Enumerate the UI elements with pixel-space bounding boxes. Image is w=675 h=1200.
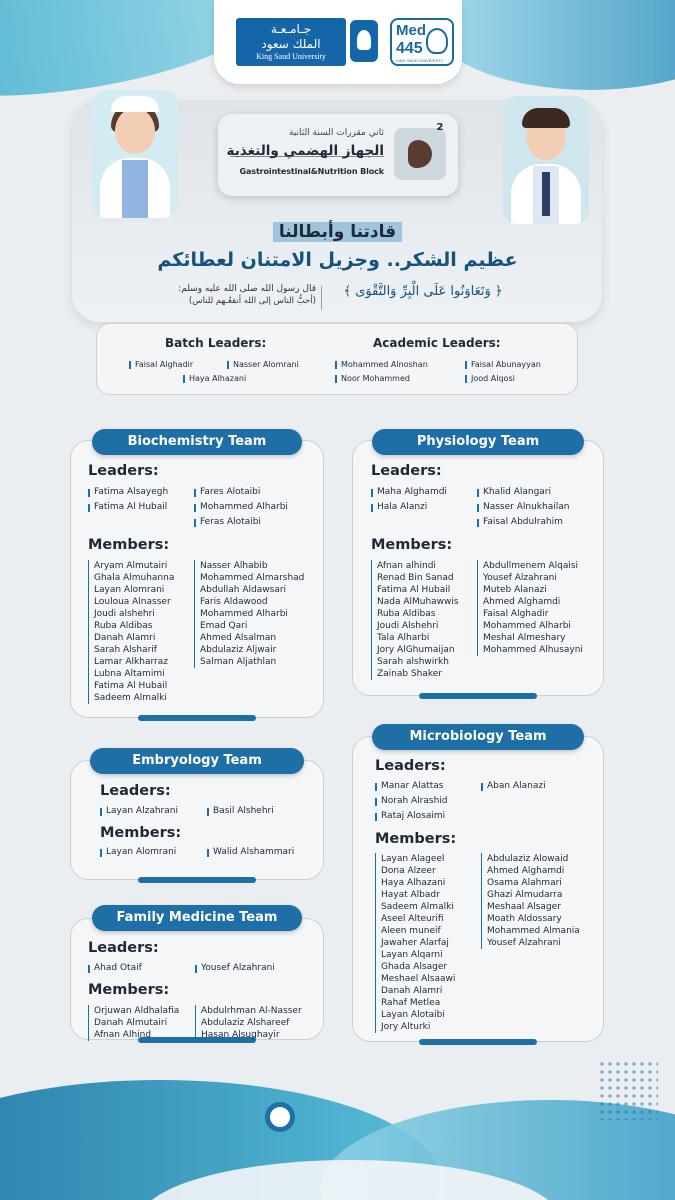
family-medicine-members-heading: Members: [88, 982, 170, 998]
block-card [218, 114, 458, 196]
hero-title-line2: عظيم الشكر.. وجزيل الامتنان لعطائكم [157, 249, 518, 271]
physiology-title: Physiology Team [372, 429, 584, 455]
team-member-name: Mohammed Alharbi [200, 609, 288, 619]
team-member-name: Faisal Abdulrahim [477, 517, 569, 532]
team-member-name: Aryam Almutairi [94, 561, 168, 571]
team-member-name: Danah Almutairi [94, 1018, 168, 1028]
team-member-name: Danah Alamri [381, 986, 443, 996]
physiology-members-heading: Members: [371, 537, 453, 553]
team-member-name: Tala Alharbi [377, 633, 430, 643]
team-member-name: Ahmed Alghamdi [487, 866, 565, 876]
team-member-name: Afnan Alhind [94, 1030, 152, 1040]
academic-leader: Mohammed Alnoshan [335, 360, 428, 369]
team-member-name: Abdulrhman Al-Nasser [201, 1006, 302, 1016]
dots-decoration [598, 1060, 658, 1120]
biochemistry-title: Biochemistry Team [92, 429, 302, 455]
leaders-box [96, 323, 578, 395]
team-member-name: Lamar Alkharraz [94, 657, 168, 667]
block-title-en: Gastrointestinal&Nutrition Block [239, 167, 384, 176]
team-member-name: Layan Alomrani [94, 585, 165, 595]
team-member-name: Ghazi Almudarra [487, 890, 563, 900]
team-member-name: Fatima Al Hubail [88, 502, 168, 517]
physiology-members-col1 [371, 560, 459, 680]
batch-leader: Faisal Alghadir [129, 360, 193, 369]
embryology-leaders-heading: Leaders: [100, 783, 171, 799]
physiology-members-col2 [477, 560, 583, 656]
team-member-name: Ahad Otaif [88, 963, 142, 978]
family-medicine-title: Family Medicine Team [92, 905, 302, 931]
ksu-name-ar-1: جـامـعـة [270, 22, 312, 36]
block-subtitle: ثاني مقررات السنة الثانية [288, 128, 384, 138]
team-member-name: Yousef Alzahrani [487, 938, 561, 948]
team-member-name: Layan Alzahrani [100, 806, 178, 821]
hadith-line2: (أحبُّ الناس إلى الله أنفعُـهم للناس) [188, 296, 316, 306]
microbiology-members-col1 [375, 853, 455, 1033]
team-member-name: Abdulaziz Aljwair [200, 645, 277, 655]
ksu-name-en: King Saud University [256, 52, 326, 61]
microbiology-title: Microbiology Team [372, 724, 584, 750]
team-member-name: Mohammed Almania [487, 926, 580, 936]
hadith-line1: قال رسول الله صلى الله عليه وسلم: [178, 284, 316, 294]
microbiology-leaders-col1 [375, 781, 448, 826]
ring-decoration [265, 1102, 295, 1132]
team-member-name: Orjuwan Aldhalafia [94, 1006, 180, 1016]
academic-leader: Faisal Abunayyan [465, 360, 541, 369]
team-member-name: Aban Alanazi [481, 781, 546, 796]
team-member-name: Moath Aldossary [487, 914, 562, 924]
team-member-name: Feras Alotaibi [194, 517, 288, 532]
team-member-name: Joudi Alshehri [377, 621, 439, 631]
team-member-name: Fatima Al Hubail [94, 681, 168, 691]
team-member-name: Fatima Al Hubail [377, 585, 451, 595]
ksu-name-ar-2: الملك سعود [261, 37, 321, 51]
team-member-name: Joudi alshehri [94, 609, 155, 619]
team-member-name: Salman Aljathlan [200, 657, 277, 667]
team-member-name: Sarah Alsharif [94, 645, 157, 655]
team-member-name: Lubna Altamimi [94, 669, 165, 679]
team-member-name: Mohammed Alharbi [483, 621, 571, 631]
team-member-name: Emad Qari [200, 621, 248, 631]
wave-top-right [430, 0, 675, 90]
team-member-name: Basil Alshehri [207, 806, 274, 821]
team-member-name: Meshael Alsaawi [381, 974, 456, 984]
academic-leaders-title: Academic Leaders: [373, 336, 501, 350]
embryology-members-heading: Members: [100, 825, 182, 841]
team-member-name: Walid Alshammari [207, 847, 294, 862]
biochemistry-leaders-col1 [88, 487, 168, 517]
academic-leader: Noor Mohammed [335, 374, 410, 383]
heart-icon [426, 28, 448, 54]
microbiology-members-heading: Members: [375, 831, 457, 847]
team-member-name: Jory Alturki [381, 1022, 431, 1032]
card-foot-bar [419, 1039, 537, 1045]
team-member-name: Ruba Aldibas [94, 621, 153, 631]
team-member-name: Faris Aldawood [200, 597, 268, 607]
biochemistry-members-col1 [88, 560, 174, 704]
batch-leader: Nasser Alomrani [227, 360, 299, 369]
embryology-members-col2 [207, 847, 294, 862]
team-member-name: Nasser Alnukhailan [477, 502, 569, 517]
microbiology-members-col2 [481, 853, 580, 949]
hero-title-highlight: قادتنا وأبطالنا [273, 222, 402, 242]
biochemistry-members-col2 [194, 560, 304, 668]
team-member-name: Layan Alomrani [100, 847, 176, 862]
batch-leader: Haya Alhazani [183, 374, 246, 383]
quran-verse: ﴿ وَتَعَاوَنُوا عَلَى الْبِرِّ وَالتَّقْوَى ﴾ [343, 284, 503, 299]
team-member-name: Khalid Alangari [477, 487, 569, 502]
team-member-name: Layan Alqarni [381, 950, 443, 960]
team-member-name: Fares Alotaibi [194, 487, 288, 502]
block-title-ar: الجهاز الهضمي والتغذية [226, 143, 384, 159]
team-member-name: Hayat Albadr [381, 890, 440, 900]
team-member-name: Hala Alanzi [371, 502, 447, 517]
team-member-name: Afnan alhindi [377, 561, 436, 571]
embryology-members-col1 [100, 847, 176, 862]
biochemistry-leaders-heading: Leaders: [88, 463, 159, 479]
team-member-name: Jawaher Alarfaj [381, 938, 449, 948]
team-member-name: Nada AlMuhawwis [377, 597, 459, 607]
team-member-name: Ghala Almuhanna [94, 573, 175, 583]
team-member-name: Mohammed Almarshad [200, 573, 305, 583]
team-member-name: Rahaf Metlea [381, 998, 441, 1008]
med445-logo [390, 18, 454, 66]
embryology-title: Embryology Team [90, 748, 304, 774]
physiology-leaders-heading: Leaders: [371, 463, 442, 479]
med-logo-small: KING SAUD UNIVERSITY [396, 58, 444, 63]
block-number: 2 [436, 122, 444, 133]
team-member-name: Norah Alrashid [375, 796, 448, 811]
family-medicine-leaders-col1 [88, 963, 142, 978]
academic-leader: Jood Alqosi [465, 374, 515, 383]
team-member-name: Mohammed Alhusayni [483, 645, 583, 655]
physiology-leaders-col2 [477, 487, 569, 532]
female-doctor-illustration [92, 90, 178, 218]
team-member-name: Abdullmenem Alqaisi [483, 561, 579, 571]
team-member-name: Layan Alageel [381, 854, 445, 864]
family-medicine-members-col1 [88, 1005, 179, 1041]
team-member-name: Muteb Alanazi [483, 585, 547, 595]
team-member-name: Sarah alshwirkh [377, 657, 449, 667]
team-member-name: Fatima Alsayegh [88, 487, 168, 502]
team-member-name: Louloua Alnasser [94, 597, 171, 607]
physiology-leaders-col1 [371, 487, 447, 517]
med-logo-text: Med [396, 22, 426, 39]
team-member-name: Yousef Alzahrani [195, 963, 275, 978]
team-member-name: Ghada Alsager [381, 962, 448, 972]
team-member-name: Ruba Aldibas [377, 609, 436, 619]
team-member-name: Aseel Alteurifi [381, 914, 444, 924]
team-member-name: Mohammed Alharbi [194, 502, 288, 517]
team-member-name: Hasan Alsughayir [201, 1030, 280, 1040]
team-member-name: Aleen muneif [381, 926, 441, 936]
embryology-leaders-col2 [207, 806, 274, 821]
microbiology-leaders-col2 [481, 781, 546, 796]
family-medicine-leaders-heading: Leaders: [88, 940, 159, 956]
team-member-name: Sadeem Almalki [94, 693, 167, 703]
team-member-name: Rataj Alosaimi [375, 811, 448, 826]
team-member-name: Maha Alghamdi [371, 487, 447, 502]
team-member-name: Yousef Alzahrani [483, 573, 557, 583]
hero-title-line1 [0, 222, 675, 242]
biochemistry-members-heading: Members: [88, 537, 170, 553]
embryology-leaders-col1 [100, 806, 178, 821]
team-member-name: Meshal Almeshary [483, 633, 566, 643]
med-logo-number: 445 [396, 40, 423, 57]
team-member-name: Ahmed Alsalman [200, 633, 277, 643]
team-member-name: Osama Alahmari [487, 878, 562, 888]
card-foot-bar [138, 715, 256, 721]
team-member-name: Zainab Shaker [377, 669, 443, 679]
team-member-name: Ahmed Alghamdi [483, 597, 561, 607]
male-doctor-illustration [503, 96, 589, 224]
team-member-name: Haya Alhazani [381, 878, 446, 888]
ksu-emblem-icon [350, 20, 378, 62]
team-member-name: Meshaal Alsager [487, 902, 561, 912]
team-member-name: Sadeem Almalki [381, 902, 454, 912]
card-foot-bar [419, 693, 537, 699]
card-foot-bar [138, 877, 256, 883]
team-member-name: Abdullah Aldawsari [200, 585, 287, 595]
verse-divider [321, 286, 322, 310]
team-member-name: Dona Alzeer [381, 866, 436, 876]
batch-leaders-title: Batch Leaders: [165, 336, 267, 350]
family-medicine-leaders-col2 [195, 963, 275, 978]
team-member-name: Jory AlGhumaijan [377, 645, 455, 655]
team-member-name: Renad Bin Sanad [377, 573, 454, 583]
ksu-logo [236, 18, 346, 66]
team-member-name: Faisal Alghadir [483, 609, 549, 619]
team-member-name: Nasser Alhabib [200, 561, 268, 571]
family-medicine-members-col2 [195, 1005, 302, 1041]
biochemistry-leaders-col2 [194, 487, 288, 532]
team-member-name: Abdulaziz Alshareef [201, 1018, 290, 1028]
microbiology-leaders-heading: Leaders: [375, 758, 446, 774]
team-member-name: Layan Alotaibi [381, 1010, 445, 1020]
logo-bar [214, 0, 462, 84]
team-member-name: Manar Alattas [375, 781, 448, 796]
team-member-name: Danah Alamri [94, 633, 156, 643]
team-member-name: Abdulaziz Alowaid [487, 854, 569, 864]
